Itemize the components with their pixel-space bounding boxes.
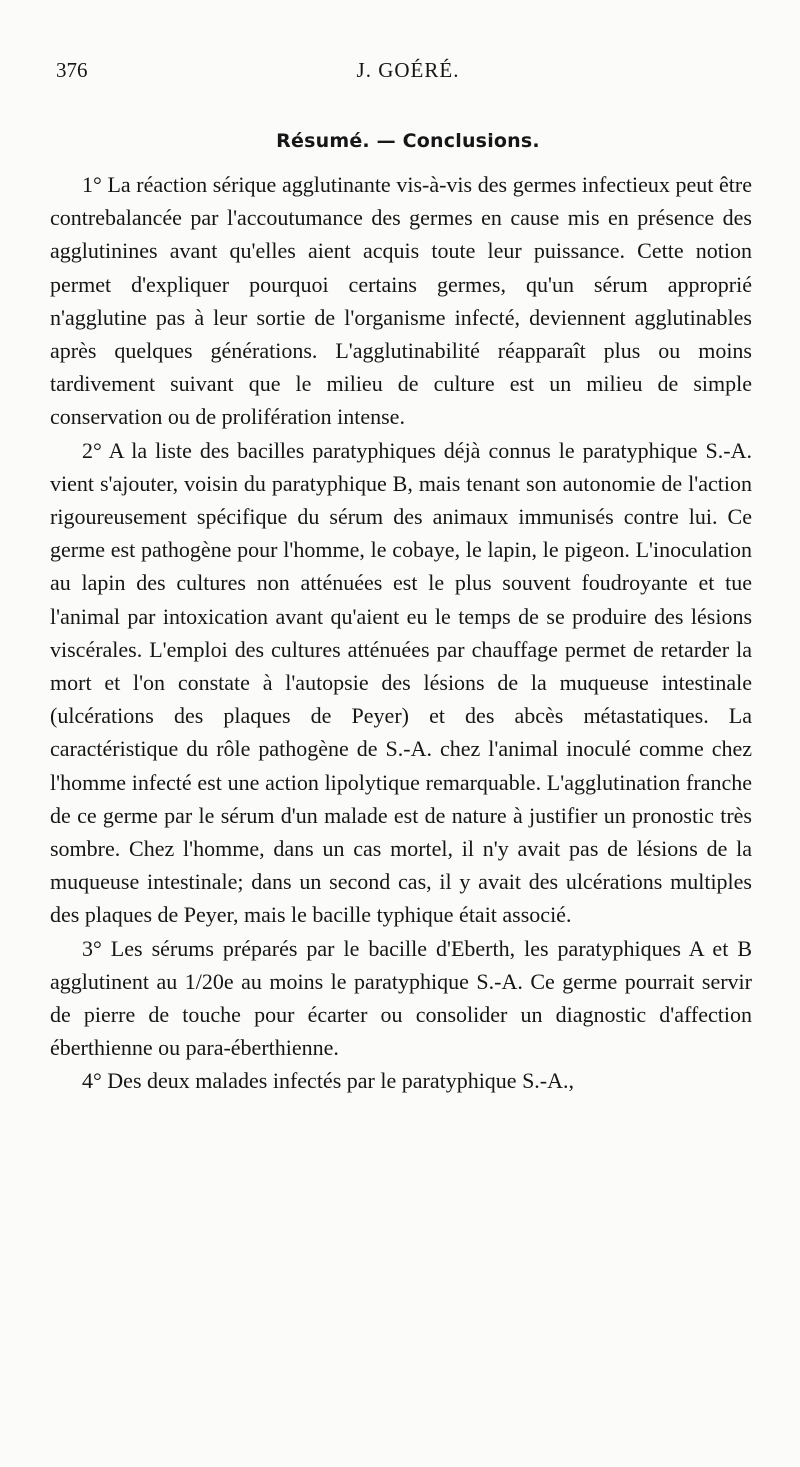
paragraph-3: 3° Les sérums préparés par le bacille d'Eberth, les paratyphiques A et B agglutinent au 1/20e au moins le paratyphique S.-A. Ce germe pourrait servir de pierre de touche pour écarter ou consolider un diagnostic d'affection éberthienne ou para-éberthienne. — [50, 935, 752, 1061]
page-number: 376 — [56, 58, 88, 82]
paragraph-4: 4° Des deux malades infectés par le paratyphique S.-A., — [82, 1068, 575, 1094]
running-title: J. GOÉRÉ. — [356, 58, 460, 82]
body-text — [50, 168, 752, 1098]
paragraph-2: 2° A la liste des bacilles paratyphiques déjà connus le paratyphique S.-A. vient s'ajouter, voisin du paratyphique B, mais tenant son autonomie de l'action rigoureusement spécifique du sérum des animaux immunisés contre lui. Ce germe est pathogène pour l'homme, le cobaye, le lapin, le pigeon. L'inoculation au lapin des cultures non atténuées est le plus souvent foudroyante et tue l'animal par intoxication avant qu'aient eu le temps de se produire des lésions viscérales. L'emploi des cultures atténuées par chauffage permet de retarder la mort et l'on constate à l'autopsie des lésions de la muqueuse intestinale (ulcérations des plaques de Peyer) et des abcès métastatiques. La caractéristique du rôle pathogène de S.-A. chez l'animal inoculé comme chez l'homme infecté est une action lipolytique remarquable. L'agglutination franche de ce germe par le sérum d'un malade est de nature à justifier un pronostic très sombre. Chez l'homme, dans un cas mortel, il n'y avait pas de lésions de la muqueuse intestinale; dans un second cas, il y avait des ulcérations multiples des plaques de Peyer, mais le bacille typhique était associé. — [50, 437, 752, 928]
paragraph-1: 1° La réaction sérique agglutinante vis-à-vis des germes infectieux peut être contrebalancée par l'accoutumance des germes en cause mis en présence des agglutinines avant qu'elles aient acquis toute leur puissance. Cette notion permet d'expliquer pourquoi certains germes, qu'un sérum approprié n'agglutine pas à leur sortie de l'organisme infecté, deviennent agglutinables après quelques générations. L'agglutinabilité réapparaît plus ou moins tardivement suivant que le milieu de culture est un milieu de simple conservation ou de prolifération intense. — [50, 172, 752, 430]
running-head — [56, 58, 760, 90]
section-heading: Résumé. — Conclusions. — [276, 130, 540, 152]
